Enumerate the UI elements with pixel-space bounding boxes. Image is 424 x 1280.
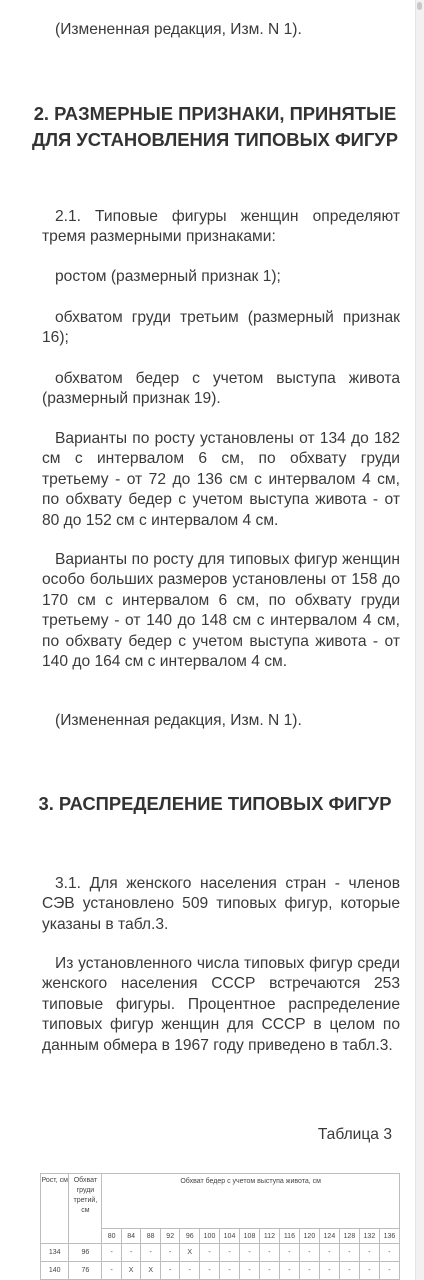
header-hips-value: 136 xyxy=(379,1229,399,1244)
cell-value: - xyxy=(220,1262,240,1280)
paragraph-variants-2: Варианты по росту для типовых фигур женщин особо больших размеров установлены от 158 до 170 см с интервалом 6 см, по обхвату груди третьему - от 140 до 148 см с интервалом 4 см, по обхвату бедер с учетом выступа живота - от 140 до 164 см с интервалом 4 см. xyxy=(42,551,400,671)
table-container[interactable] xyxy=(40,1173,400,1280)
cell-height: 134 xyxy=(41,1244,69,1262)
header-hips-value: 88 xyxy=(141,1229,161,1244)
section-3-heading: 3. РАСПРЕДЕЛЕНИЕ ТИПОВЫХ ФИГУР xyxy=(38,793,392,814)
scrollbar[interactable] xyxy=(415,0,424,1280)
cell-value: - xyxy=(359,1244,379,1262)
table-row xyxy=(41,1244,400,1262)
header-hips-group: Обхват бедер с учетом выступа живота, см xyxy=(102,1174,400,1229)
section-2-heading: 2. РАЗМЕРНЫЕ ПРИЗНАКИ, ПРИНЯТЫЕ ДЛЯ УСТАНОВЛЕНИЯ ТИПОВЫХ ФИГУР xyxy=(31,103,399,150)
list-item-height: ростом (размерный признак 1); xyxy=(55,268,281,285)
list-item-chest: обхватом груди третьим (размерный признак 16); xyxy=(42,309,400,347)
cell-value: - xyxy=(180,1262,200,1280)
cell-value: - xyxy=(279,1244,299,1262)
cell-value: - xyxy=(240,1244,260,1262)
cell-chest: 96 xyxy=(69,1244,102,1262)
header-hips-value: 116 xyxy=(279,1229,299,1244)
cell-value: - xyxy=(200,1244,220,1262)
scrollbar-thumb[interactable] xyxy=(417,2,422,10)
cell-value: - xyxy=(200,1262,220,1280)
header-hips-value: 108 xyxy=(240,1229,260,1244)
cell-value: - xyxy=(299,1262,319,1280)
edition-note-section-2: (Измененная редакция, Изм. N 1). xyxy=(55,712,302,729)
header-hips-value: 120 xyxy=(299,1229,319,1244)
header-hips-value: 80 xyxy=(102,1229,122,1244)
cell-value: - xyxy=(102,1244,122,1262)
cell-value: - xyxy=(379,1262,399,1280)
header-height: Рост, см xyxy=(41,1174,69,1244)
cell-value: - xyxy=(379,1244,399,1262)
cell-value: - xyxy=(319,1262,339,1280)
distribution-table xyxy=(40,1173,400,1280)
list-item-hips: обхватом бедер с учетом выступа живота (размерный признак 19). xyxy=(42,370,400,408)
cell-value: - xyxy=(359,1262,379,1280)
cell-value: X xyxy=(180,1244,200,1262)
table-caption: Таблица 3 xyxy=(317,1126,392,1143)
header-hips-value: 132 xyxy=(359,1229,379,1244)
cell-value: X xyxy=(141,1262,161,1280)
header-hips-value: 112 xyxy=(260,1229,280,1244)
cell-value: - xyxy=(240,1262,260,1280)
cell-value: - xyxy=(141,1244,161,1262)
header-hips-value: 96 xyxy=(180,1229,200,1244)
header-hips-value: 84 xyxy=(121,1229,141,1244)
cell-value: - xyxy=(160,1244,180,1262)
header-chest: Обхват груди третий, см xyxy=(69,1174,102,1244)
cell-value: - xyxy=(260,1262,280,1280)
cell-value: - xyxy=(160,1262,180,1280)
cell-value: - xyxy=(339,1244,359,1262)
header-hips-value: 128 xyxy=(339,1229,359,1244)
header-hips-value: 100 xyxy=(200,1229,220,1244)
cell-value: - xyxy=(220,1244,240,1262)
cell-chest: 76 xyxy=(69,1262,102,1280)
edition-note-top: (Измененная редакция, Изм. N 1). xyxy=(55,21,302,38)
cell-value: - xyxy=(279,1262,299,1280)
paragraph-3-1: 3.1. Для женского населения стран - членов СЭВ установлено 509 типовых фигур, которые указаны в табл.3. xyxy=(42,875,400,933)
cell-value: X xyxy=(121,1262,141,1280)
header-hips-value: 104 xyxy=(220,1229,240,1244)
paragraph-ussr: Из установленного числа типовых фигур среди женского населения СССР встречаются 253 типовые фигуры. Процентное распределение типовых фигур женщин для СССР в целом по данным обмера в 1967 году приведено в табл.3. xyxy=(42,955,400,1054)
cell-value: - xyxy=(102,1262,122,1280)
cell-value: - xyxy=(299,1244,319,1262)
cell-value: - xyxy=(260,1244,280,1262)
header-hips-value: 92 xyxy=(160,1229,180,1244)
paragraph-variants-1: Варианты по росту установлены от 134 до 182 см с интервалом 6 см, по обхвату груди третьему - от 72 до 136 см с интервалом 4 см, по обхвату бедер с учетом выступа живота - от 80 до 152 см с интервалом 4 см. xyxy=(42,430,400,529)
cell-value: - xyxy=(319,1244,339,1262)
cell-value: - xyxy=(121,1244,141,1262)
cell-height: 140 xyxy=(41,1262,69,1280)
table-row xyxy=(41,1262,400,1280)
header-hips-value: 124 xyxy=(319,1229,339,1244)
cell-value: - xyxy=(339,1262,359,1280)
paragraph-2-1: 2.1. Типовые фигуры женщин определяют тремя размерными признаками: xyxy=(42,208,400,246)
